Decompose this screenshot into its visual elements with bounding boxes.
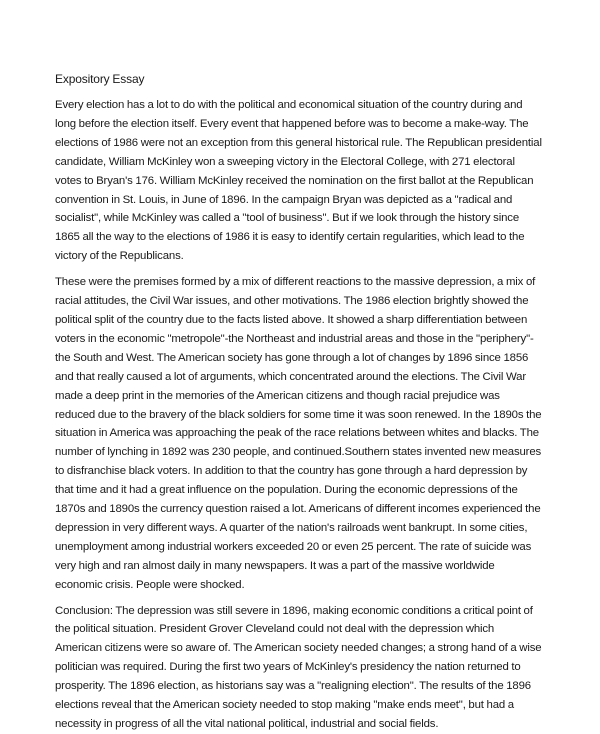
intro-paragraph: Every election has a lot to do with the political and economical situation of the country during and long before the election itself. Every event that happened before was to become a make-way. The elections of 1986 were not an exception from this general historical rule. The Republican presidential candidate, William McKinley won a sweeping victory in the Electoral College, with 271 electoral votes to Bryan's 176. William McKinley received the nomination on the first ballot at the Republican convention in St. Louis, in June of 1896. In the campaign Bryan was depicted as a "radical and socialist", while McKinley was called a "tool of business". But if we look through the history since 1865 all the way to the elections of 1986 it is easy to identify certain regularities, which lead to the victory of the Republicans. [55, 99, 542, 263]
body-paragraph: These were the premises formed by a mix of different reactions to the massive depression, a mix of racial attitudes, the Civil War issues, and other motivations. The 1986 election brightly showed the political split of the country due to the facts listed above. It showed a sharp differentiation between voters in the economic "metropole"-the Northeast and industrial areas and those in the "periphery"-the South and West. The American society has gone through a lot of changes by 1896 since 1856 and that really caused a lot of arguments, which concentrated around the elections. The Civil War made a deep print in the memories of the American citizens and though racial prejudice was reduced due to the bravery of the black soldiers for some time it was soon renewed. In the 1890s the situation in America was approaching the peak of the race relations between whites and blacks. The number of lynching in 1892 was 230 people, and continued.Southern states invented new measures to disfranchise black voters. In addition to that the country has gone through a hard depression by that time and it had a great influence on the population. During the economic depressions of the 1870s and 1890s the currency question raised a lot. Americans of different incomes experienced the depression in very different ways. A quarter of the nation's railroads went bankrupt. In some cities, unemployment among industrial workers exceeded 20 or even 25 percent. The rate of suicide was very high and ran almost daily in many newspapers. It was a part of the massive worldwide economic crisis. People were shocked. [55, 276, 542, 591]
conclusion-paragraph: Conclusion: The depression was still severe in 1896, making economic conditions a critical point of the political situation. President Grover Cleveland could not deal with the depression which American citizens were so aware of. The American society needed changes; a strong hand of a wise politician was required. During the first two years of McKinley's presidency the nation returned to prosperity. The 1896 election, as historians say was a "realigning election". The results of the 1896 elections reveal that the American society needed to stop making "make ends meet", but had a necessity in progress of all the vital national political, industrial and social fields. [55, 604, 542, 730]
essay-title: Expository Essay [55, 72, 145, 86]
